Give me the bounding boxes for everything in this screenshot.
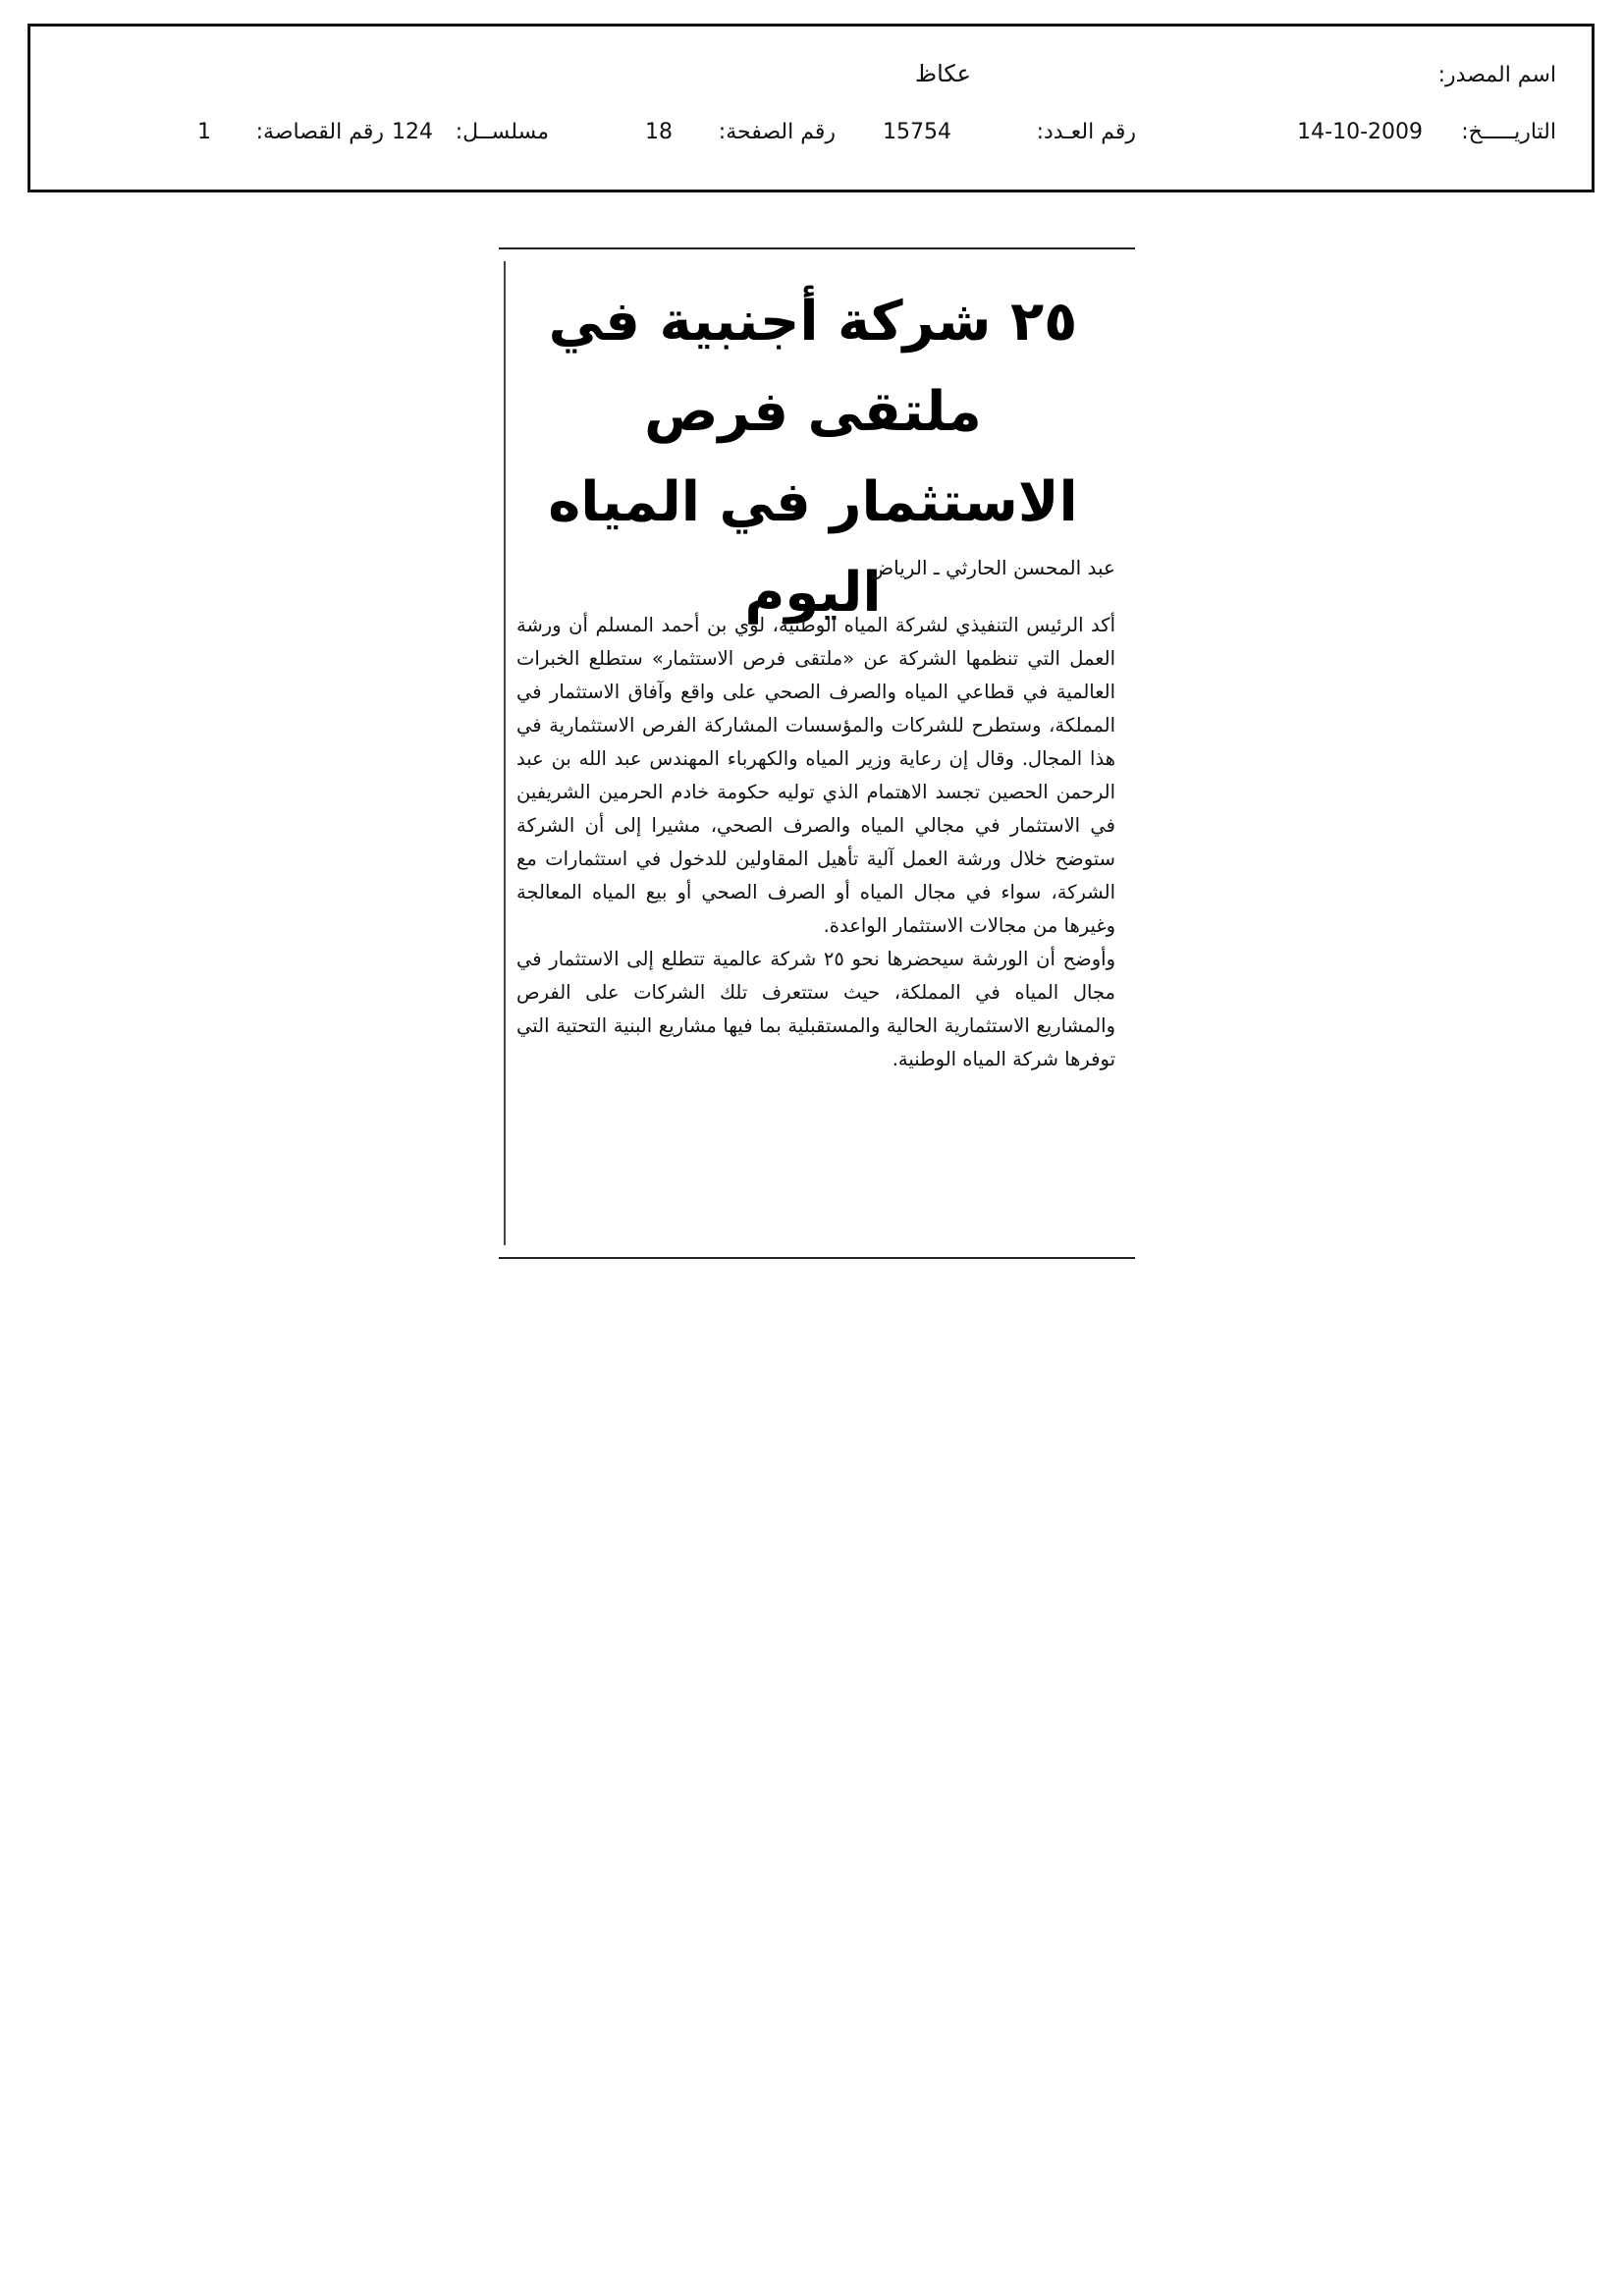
- clip-value: 1: [197, 120, 211, 144]
- date-value: 14-10-2009: [1297, 120, 1423, 144]
- page-value: 18: [645, 120, 673, 144]
- article-paragraph: أكد الرئيس التنفيذي لشركة المياه الوطنية، لؤي بن أحمد المسلم أن ورشة العمل التي تنظمها الشركة عن «ملتقى فرص الاستثمار» ستطلع الخبرات العالمية في قطاعي المياه والصرف الصحي على واقع وآفاق الاستثمار في المملكة، وستطرح للشركات والمؤسسات المشاركة الفرص الاستثمارية في هذا المجال. وقال إن رعاية وزير المياه والكهرباء المهندس عبد الله بن عبد الرحمن الحصين تجسد الاهتمام الذي توليه حكومة خادم الحرمين الشريفين في الاستثمار في مجالي المياه والصرف الصحي، مشيرا إلى أن الشركة ستوضح خلال ورشة العمل آلية تأهيل المقاولين للدخول في استثمارات مع الشركة، سواء في مجال المياه أو الصرف الصحي أو بيع المياه المعالجة وغيرها من مجالات الاستثمار الواعدة.: [516, 614, 1115, 937]
- source-label: اسم المصدر:: [1437, 63, 1556, 87]
- top-rule: [499, 247, 1135, 249]
- date-label: التاريـــــخ:: [1461, 120, 1556, 144]
- article-byline: عبد المحسن الحارثي ـ الرياض: [869, 556, 1115, 579]
- issue-label: رقم العـدد:: [1036, 120, 1136, 144]
- article-headline: ٢٥ شركة أجنبية في ملتقى فرص الاستثمار في المياه اليوم: [548, 290, 1078, 625]
- column-rule: [504, 261, 506, 1245]
- source-value: عكاظ: [914, 60, 971, 87]
- clipping-info-header: [27, 24, 1595, 192]
- page-label: رقم الصفحة:: [718, 120, 836, 144]
- article-body: [516, 609, 1115, 1076]
- article-paragraph: وأوضح أن الورشة سيحضرها نحو ٢٥ شركة عالمية تتطلع إلى الاستثمار في مجال المياه في المملكة، حيث ستتعرف تلك الشركات على الفرص والمشاريع الاستثمارية الحالية والمستقبلية بما فيها مشاريع البنية التحتية التي توفرها شركة المياه الوطنية.: [516, 948, 1115, 1070]
- clip-label: رقم القصاصة:: [255, 120, 384, 144]
- serial-label: مسلســل:: [455, 120, 549, 144]
- newspaper-clipping: [499, 247, 1135, 1259]
- serial-value: 124: [392, 120, 433, 144]
- bottom-rule: [499, 1257, 1135, 1259]
- issue-value: 15754: [883, 120, 951, 144]
